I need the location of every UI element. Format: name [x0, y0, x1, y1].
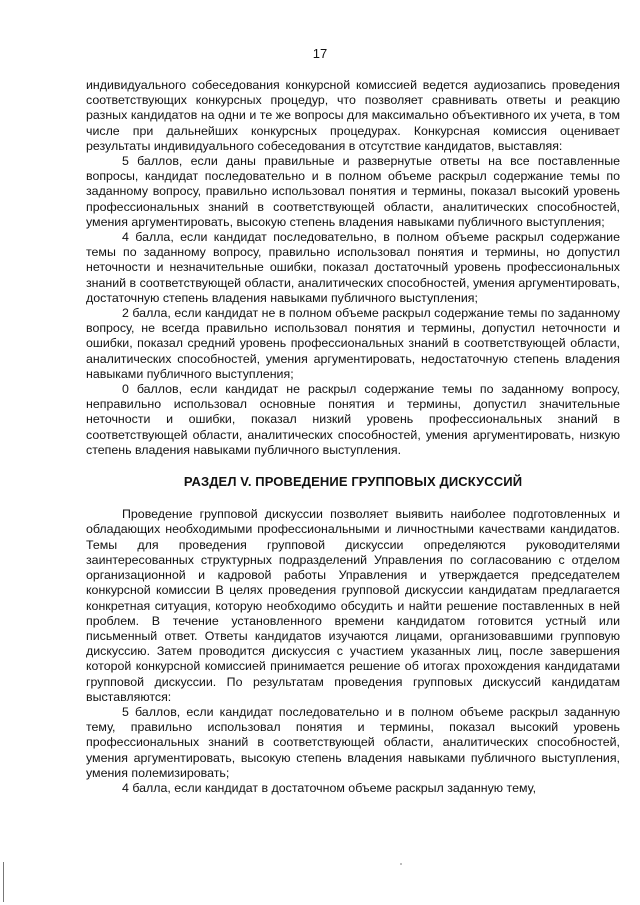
document-body [86, 78, 620, 796]
paragraph-score-5-discussion: 5 баллов, если кандидат последовательно и в полном объеме раскрыл заданную тему, правильно использовал понятия и термины, показал высокий уровень профессиональных знаний в соответствующей области, аналитических способностей, умения аргументировать, высокую степень владения навыками публичного выступления, умения полемизировать; [86, 704, 620, 780]
paragraph-score-4-interview: 4 балла, если кандидат последовательно, в полном объеме раскрыл содержание темы по заданному вопросу, правильно использовал понятия и термины, но допустил неточности и незначительные ошибки, показал достаточный уровень профессиональных знаний в соответствующей области, аналитических способностей, умения аргументировать, достаточную степень владения навыками публичного выступления; [86, 230, 620, 305]
paragraph-score-2-interview: 2 балла, если кандидат не в полном объеме раскрыл содержание темы по заданному вопросу, не всегда правильно использовал понятия и термины, допустил неточности и ошибки, показал средний уровень профессиональных знаний в соответствующей области, аналитических способностей, умения аргументировать, недостаточную степень владения навыками публичного выступления; [86, 306, 620, 381]
scan-speck [400, 863, 402, 865]
paragraph-score-5-interview: 5 баллов, если даны правильные и развернутые ответы на все поставленные вопросы, кандидат последовательно и в полном объеме раскрыл содержание темы по заданному вопросу, правильно использовал понятия и термины, показал высокий уровень профессиональных знаний в соответствующей области, аналитических способностей, умения аргументировать, высокую степень владения навыками публичного выступления; [86, 154, 620, 229]
paragraph-group-discussion-intro: Проведение групповой дискуссии позволяет выявить наиболее подготовленных и обладающих необходимыми профессиональными и личностными качествами кандидатов. Темы для проведения групповой дискуссии определяются руководителями заинтересованных структурных подразделений Управления по согласованию с отделом организационной и кадровой работы Управления и утверждается председателем конкурсной комиссии В целях проведения групповой дискуссии кандидатам предлагается конкретная ситуация, которую необходимо обсудить и найти решение поставленных в ней проблем. В течение установленного времени кандидатом готовится устный или письменный ответ. Ответы кандидатов изучаются лицами, организовавшими групповую дискуссию. Затем проводится дискуссия с участием указанных лиц, после завершения которой конкурсной комиссией принимается решение об итогах прохождения кандидатами групповой дискуссии. По результатам проведения групповых дискуссий кандидатам выставляются: [86, 507, 620, 704]
paragraph-continuation: индивидуального собеседования конкурсной комиссией ведется аудиозапись проведения соответствующих конкурсных процедур, что позволяет сравнивать ответы и реакцию разных кандидатов на одни и те же вопросы для максимально объективного их учета, в том числе при дальнейших конкурсных процедурах. Конкурсная комиссия оценивает результаты индивидуального собеседования в отсутствие кандидатов, выставляя: [86, 78, 620, 153]
section-heading: РАЗДЕЛ V. ПРОВЕДЕНИЕ ГРУППОВЫХ ДИСКУССИЙ [183, 474, 523, 490]
scan-edge-mark [3, 862, 4, 902]
paragraph-score-4-discussion: 4 балла, если кандидат в достаточном объеме раскрыл заданную тему, [122, 780, 537, 795]
page-number: 17 [312, 46, 328, 61]
paragraph-score-0-interview: 0 баллов, если кандидат не раскрыл содержание темы по заданному вопросу, неправильно использовал основные понятия и термины, допустил значительные неточности и ошибки, показал низкий уровень профессиональных знаний в соответствующей области, аналитических способностей, умения аргументировать, низкую степень владения навыками публичного выступления. [86, 382, 620, 457]
